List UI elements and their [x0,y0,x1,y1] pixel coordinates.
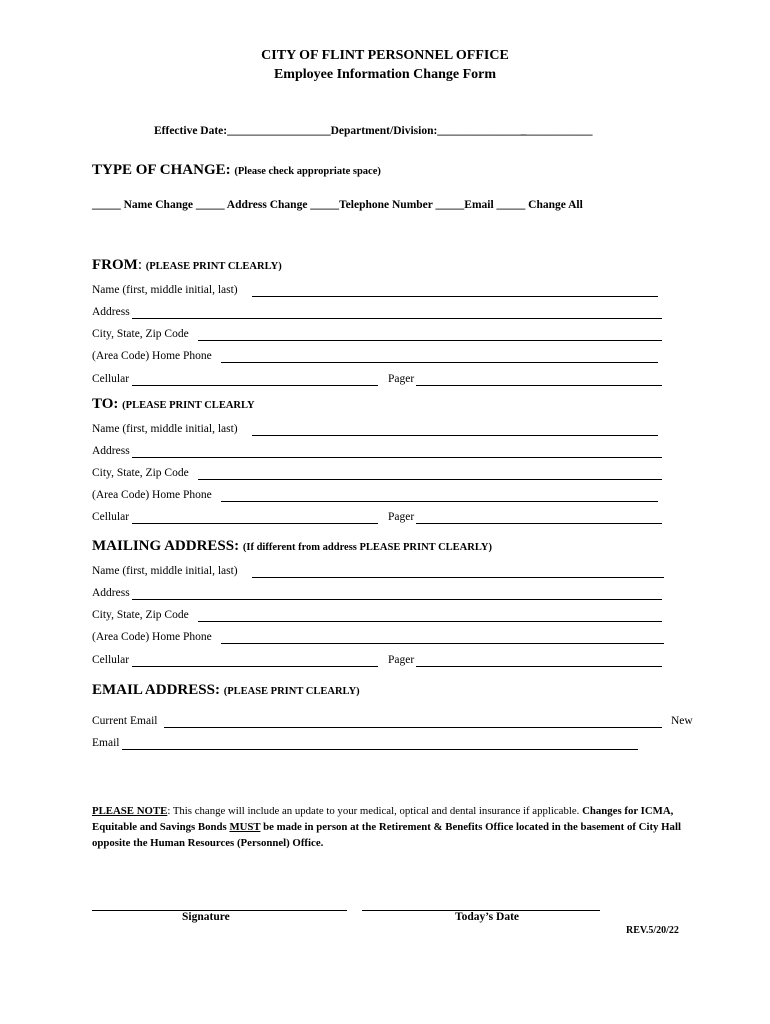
from-name-field[interactable] [252,296,658,297]
to-city-label: City, State, Zip Code [92,467,189,479]
to-cellular-label: Cellular [92,511,130,523]
from-address-field[interactable] [132,318,662,319]
email-hint: (PLEASE PRINT CLEARLY) [223,686,360,697]
mailing-phone-field[interactable] [221,643,664,644]
from-title: FROM [92,257,138,273]
effective-date-line: Effective Date:__________________Department/Division:_______________̲____________ [154,125,593,137]
from-heading [92,257,282,274]
mailing-pager-field[interactable] [416,666,662,667]
new-email-field[interactable] [122,749,638,750]
mailing-cellular-field[interactable] [132,666,378,667]
to-cellular-field[interactable] [132,523,378,524]
email-heading [92,682,360,699]
to-title: TO: [92,396,119,412]
type-of-change-heading [92,162,381,179]
current-email-label: Current Email [92,715,158,727]
from-city-label: City, State, Zip Code [92,328,189,340]
to-name-label: Name (first, middle initial, last) [92,423,238,435]
from-phone-field[interactable] [221,362,658,363]
from-address-label: Address [92,306,130,318]
type-of-change-hint: (Please check appropriate space) [234,166,381,177]
please-note-text: : This change will include an update to your medical, optical and dental insurance if applicable. [167,805,583,817]
from-hint: (PLEASE PRINT CLEARLY) [145,261,282,272]
revision-label: REV.5/20/22 [626,925,679,936]
to-address-field[interactable] [132,457,662,458]
mailing-hint: (If different from address PLEASE PRINT CLEARLY) [242,542,492,553]
form-title: Employee Information Change Form [273,67,497,82]
todays-date-label: Today’s Date [455,911,520,923]
from-name-label: Name (first, middle initial, last) [92,284,238,296]
to-pager-field[interactable] [416,523,662,524]
new-label: New [671,715,693,727]
please-note-paragraph [92,803,704,851]
form-org-title: CITY OF FLINT PERSONNEL OFFICE [261,48,509,63]
mailing-city-label: City, State, Zip Code [92,609,189,621]
mailing-address-field[interactable] [132,599,662,600]
current-email-field[interactable] [164,727,662,728]
mailing-heading [92,538,492,555]
new-email-label: Email [92,737,120,749]
change-options-line: _____ Name Change _____ Address Change _____Telephone Number _____Email _____ Change All [92,199,583,211]
please-note-label: PLEASE NOTE [92,805,168,817]
from-city-field[interactable] [198,340,662,341]
to-phone-label: (Area Code) Home Phone [92,489,212,501]
to-city-field[interactable] [198,479,662,480]
mailing-phone-label: (Area Code) Home Phone [92,631,212,643]
to-name-field[interactable] [252,435,658,436]
from-cellular-label: Cellular [92,373,130,385]
from-cellular-field[interactable] [132,385,378,386]
mailing-name-field[interactable] [252,577,664,578]
mailing-cellular-label: Cellular [92,654,130,666]
mailing-pager-label: Pager [388,654,415,666]
type-of-change-title: TYPE OF CHANGE: [92,162,231,178]
to-heading [92,396,255,413]
please-note-bold-text-2: be made in person at the Retirement & Benefits Office located in the basement of City Hall opposite the Human Resources (Personnel) Office. [92,821,681,849]
mailing-city-field[interactable] [198,621,662,622]
to-pager-label: Pager [388,511,415,523]
mailing-address-label: Address [92,587,130,599]
signature-label: Signature [182,911,230,923]
email-title: EMAIL ADDRESS: [92,682,220,698]
mailing-name-label: Name (first, middle initial, last) [92,565,238,577]
mailing-title: MAILING ADDRESS: [92,538,240,554]
to-address-label: Address [92,445,130,457]
from-pager-label: Pager [388,373,415,385]
please-note-bold-text: Changes for ICMA, Equitable and Savings Bonds [92,805,674,833]
please-note-must: MUST [229,821,261,833]
to-phone-field[interactable] [221,501,658,502]
from-colon: : [137,257,142,273]
from-phone-label: (Area Code) Home Phone [92,350,212,362]
from-pager-field[interactable] [416,385,662,386]
to-hint: (PLEASE PRINT CLEARLY [122,400,255,411]
